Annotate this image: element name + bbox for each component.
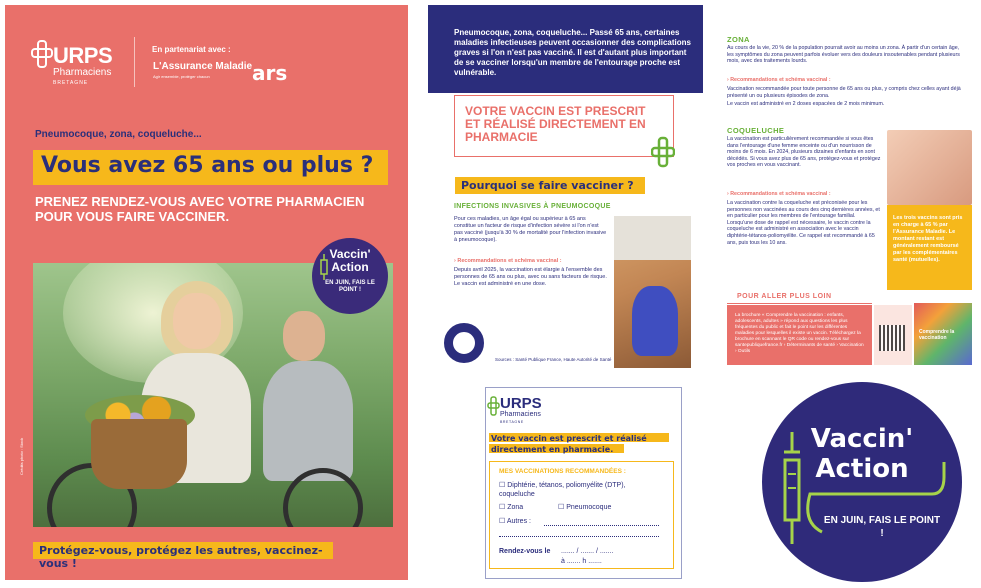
- brochure-cover: [914, 303, 972, 365]
- urps-logo-small: [486, 394, 566, 434]
- further-body: La brochure « Comprendre la vaccination : enfants, adolescents, adultes » répond aux questions les plus fréquentes du public et fait le point sur les différentes maladies pour lesquelles il existe un vaccin. Téléchargez la brochure en scannant le QR code ou rendez-vous sur santepubliquefrance.fr › Déterminants de santé › Vaccination › Outils: [727, 305, 872, 365]
- reimbursement-note: Les trois vaccins sont pris en charge à 65 % par l'Assurance Maladie. Le montant restant est généralement remboursé par les complémentaires santé (mutuelles).: [887, 205, 972, 290]
- vaccin-action-big-badge: [762, 382, 962, 582]
- urps-logo: [31, 35, 121, 95]
- pneumo-section-title: INFECTIONS INVASIVES À PNEUMOCOQUE: [454, 203, 611, 210]
- badge-line1: Vaccin': [329, 247, 371, 261]
- big-badge-line3: EN JUIN, FAIS LE POINT !: [823, 515, 941, 539]
- logo-name: URPS: [500, 395, 542, 412]
- pharmacy-cross-icon: [487, 396, 501, 416]
- coqueluche-body: La vaccination est particulièrement recommandée si vous êtes dans l'entourage d'une femme enceinte ou d'un nourrisson de moins de 6 mois. En 2024, plusieurs dizaines d'enfants en sont décédés. Si vous avez plus de 65 ans, protégez-vous et protégez vos proches en vous vaccinant.: [727, 136, 881, 169]
- leaflet-page-1: [428, 5, 703, 380]
- autres-field-2[interactable]: [499, 536, 659, 537]
- poster-subhead: PRENEZ RENDEZ-VOUS AVEC VOTRE PHARMACIEN POUR VOUS FAIRE VACCINER.: [35, 194, 365, 224]
- pharmacy-cross-icon: [31, 39, 55, 69]
- appointment-card: [485, 387, 682, 579]
- badge-line2: Action: [331, 260, 369, 274]
- checkbox-autres[interactable]: ☐ Autres :: [499, 518, 531, 525]
- poster-footer: Protégez-vous, protégez les autres, vaccinez-vous !: [33, 542, 333, 559]
- poster-headline: Vous avez 65 ans ou plus ?: [33, 150, 388, 185]
- form-title: MES VACCINATIONS RECOMMANDÉES :: [499, 468, 626, 475]
- zona-reco-title: › Recommandations et schéma vaccinal :: [727, 77, 831, 83]
- zona-reco-body: Vaccination recommandée pour toute personne de 65 ans ou plus, y compris chez celles ayant déjà présenté un ou plusieurs épisodes de zona.: [727, 86, 961, 99]
- photo-credit: Crédits photo : Stock: [19, 437, 24, 475]
- autres-field[interactable]: [544, 525, 659, 526]
- zona-doses: Le vaccin est administré en 2 doses espacées de 2 mois minimum.: [727, 101, 885, 107]
- hands-photo: [887, 130, 972, 205]
- big-badge-line1: Vaccin': [810, 424, 914, 454]
- card-title-line2: directement en pharmacie.: [491, 445, 614, 454]
- rdv-label: Rendez-vous le: [499, 548, 551, 555]
- leaflet-page-2: [712, 5, 977, 365]
- partner-label: En partenariat avec :: [152, 45, 231, 54]
- qr-code-icon: [879, 325, 905, 351]
- am-tagline: Agir ensemble, protéger chacun: [153, 74, 210, 79]
- am-name: L'Assurance Maladie: [153, 61, 253, 72]
- poster: [5, 5, 408, 580]
- basket: [91, 419, 187, 489]
- leaflet-intro: Pneumocoque, zona, coqueluche... Passé 65 ans, certaines maladies infectieuses peuvent occasionner des complications graves si l'on n'est pas vacciné. Il est d'autant plus important de se vacciner lorsqu'un membre de l'entourage proche est vulnérable.: [428, 5, 703, 93]
- badge-line3: EN JUIN, FAIS LE POINT !: [325, 280, 375, 293]
- decorative-ring: [444, 323, 484, 363]
- logo-region: BRETAGNE: [53, 80, 89, 86]
- why-vaccinate-title: Pourquoi se faire vacciner ?: [455, 177, 645, 194]
- logo-sub: Pharmaciens: [53, 67, 112, 78]
- logo-name: URPS: [53, 43, 113, 68]
- leaflet-box-title: VOTRE VACCIN EST PRESCRIT ET RÉALISÉ DIRECTEMENT EN PHARMACIE: [454, 95, 674, 157]
- card-title-line1: Votre vaccin est prescrit et réalisé: [491, 434, 647, 443]
- brochure-label: Comprendre la vaccination: [919, 329, 955, 341]
- vaccination-photo: [614, 216, 691, 368]
- rdv-date-field[interactable]: ....... / ....... / .......: [561, 548, 614, 555]
- rdv-time-field[interactable]: à ....... h .......: [561, 558, 602, 565]
- zona-body: Au cours de la vie, 20 % de la population pourrait avoir au moins un zona. À partir d'un certain âge, les symptômes du zona peuvent parfois évoluer vers des douleurs insoutenables pendant plusieurs mois, avec des traitements lourds.: [727, 45, 960, 65]
- pneumo-reco-title: › Recommandations et schéma vaccinal :: [454, 258, 562, 264]
- further-title: POUR ALLER PLUS LOIN: [727, 293, 872, 304]
- checkbox-dtp[interactable]: ☐ Diphtérie, tétanos, poliomyélite (DTP), coqueluche: [499, 482, 626, 498]
- big-badge-line2: Action: [815, 454, 909, 484]
- card-title: [491, 433, 671, 455]
- coqueluche-reco-title: › Recommandations et schéma vaccinal :: [727, 191, 831, 197]
- checkbox-pneumocoque[interactable]: ☐ Pneumocoque: [558, 504, 612, 511]
- poster-kicker: Pneumocoque, zona, coqueluche...: [35, 129, 202, 140]
- pneumo-section-body: Pour ces maladies, un âge égal ou supérieur à 65 ans constitue un facteur de risque d'infection sévère si l'on n'est pas vacciné (jusqu'à 30 % de mortalité pour l'infection invasive à pneumocoque).: [454, 216, 607, 243]
- pneumo-reco-body: Depuis avril 2025, la vaccination est élargie à l'ensemble des personnes de 65 ans ou plus, avec ou sans facteurs de risque. Le vaccin est administré en une dose.: [454, 267, 607, 287]
- vaccin-action-badge: [312, 238, 388, 314]
- logo-region: BRETAGNE: [500, 420, 524, 424]
- checkbox-zona[interactable]: ☐ Zona: [499, 504, 524, 511]
- qr-code[interactable]: [874, 305, 912, 365]
- zona-title: ZONA: [727, 35, 750, 44]
- coqueluche-title: COQUELUCHE: [727, 126, 785, 135]
- coqueluche-reco-body: La vaccination contre la coqueluche est préconisée pour les personnes non vaccinées au cours des cinq dernières années, et en particulier pour les membres de l'entourage familial. Lorsqu'une dose de rappel est nécessaire, le vaccin contre la coqueluche est administré en association avec le vaccin diphtérie-tétanos-poliomyélite. Ce rappel est recommandé à 65 ans, puis tous les 10 ans.: [727, 200, 880, 246]
- sources: Sources : Santé Publique France, Haute Autorité de Santé: [495, 357, 612, 362]
- green-cross-icon: [651, 136, 675, 168]
- assurance-maladie-logo: [153, 62, 252, 82]
- divider: [134, 37, 135, 87]
- logo-sub: Pharmaciens: [500, 411, 541, 418]
- ars-logo: ars: [252, 61, 288, 85]
